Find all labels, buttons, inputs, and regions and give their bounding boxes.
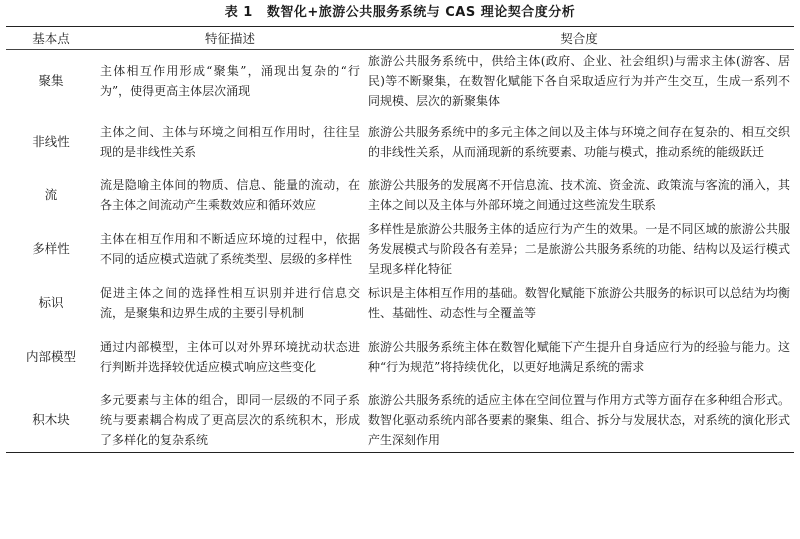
row-point: 多样性	[32, 241, 70, 256]
row-point: 非线性	[32, 134, 70, 149]
row-fit: 旅游公共服务系统中，供给主体(政府、企业、社会组织)与需求主体(游客、居民)等不断聚集，在数智化赋能下各自采取适应行为并产生交互，生成一系列不同规模、层次的新聚集体	[368, 54, 790, 108]
row-point: 积木块	[32, 412, 70, 427]
row-fit: 多样性是旅游公共服务主体的适应行为产生的效果。一是不同区域的旅游公共服务发展模式与阶段各有差异；二是旅游公共服务系统的功能、结构以及运行模式呈现多样化特征	[368, 222, 790, 276]
table-row	[6, 326, 794, 388]
table-row	[6, 50, 794, 113]
row-point: 标识	[38, 295, 64, 310]
row-fit: 旅游公共服务系统中的多元主体之间以及主体与环境之间存在复杂的、相互交织的非线性关系，从而涌现新的系统要素、功能与模式，推动系统的能级跃迁	[368, 125, 790, 159]
row-point: 内部模型	[25, 349, 76, 364]
table-row	[6, 172, 794, 218]
table-header-row	[6, 27, 794, 50]
table-row	[6, 112, 794, 172]
row-fit: 旅游公共服务系统的适应主体在空间位置与作用方式等方面存在多种组合形式。数智化驱动系统内部各要素的聚集、组合、拆分与发展状态，对系统的演化形式产生深刻作用	[368, 393, 790, 447]
row-fit: 旅游公共服务系统主体在数智化赋能下产生提升自身适应行为的经验与能力。这种“行为规范”将持续优化，以更好地满足系统的需求	[368, 340, 790, 374]
row-feature: 促进主体之间的选择性相互识别并进行信息交流，是聚集和边界生成的主要引导机制	[100, 286, 360, 320]
header-basic-point: 基本点	[6, 27, 96, 50]
header-fit: 契合度	[364, 27, 794, 50]
table-row	[6, 280, 794, 326]
row-point: 流	[44, 187, 58, 202]
row-point: 聚集	[38, 73, 64, 88]
table-title: 数智化+旅游公共服务系统与 CAS 理论契合度分析	[266, 5, 576, 20]
table-row	[6, 388, 794, 453]
header-feature: 特征描述	[96, 27, 364, 50]
cas-fit-table	[6, 26, 794, 453]
row-fit: 旅游公共服务的发展离不开信息流、技术流、资金流、政策流与客流的涌入，其主体之间以及主体与外部环境之间通过这些流发生联系	[368, 178, 790, 212]
row-feature: 主体相互作用形成“聚集”，涌现出复杂的“行为”，使得更高主体层次涌现	[100, 64, 360, 98]
row-feature: 多元要素与主体的组合，即同一层级的不同子系统与要素耦合构成了更高层次的系统积木，形成了多样化的复杂系统	[100, 393, 360, 447]
row-feature: 通过内部模型，主体可以对外界环境扰动状态进行判断并选择较优适应模式响应这些变化	[100, 340, 360, 374]
table-row	[6, 218, 794, 280]
row-feature: 流是隐喻主体间的物质、信息、能量的流动，在各主体之间流动产生乘数效应和循环效应	[100, 178, 360, 212]
table-number: 表 1	[224, 5, 253, 20]
row-feature: 主体之间、主体与环境之间相互作用时，往往呈现的是非线性关系	[100, 125, 360, 159]
row-feature: 主体在相互作用和不断适应环境的过程中，依据不同的适应模式造就了系统类型、层级的多样性	[100, 232, 360, 266]
row-fit: 标识是主体相互作用的基础。数智化赋能下旅游公共服务的标识可以总结为均衡性、基础性、动态性与全覆盖等	[368, 286, 790, 320]
table-caption	[6, 0, 794, 26]
